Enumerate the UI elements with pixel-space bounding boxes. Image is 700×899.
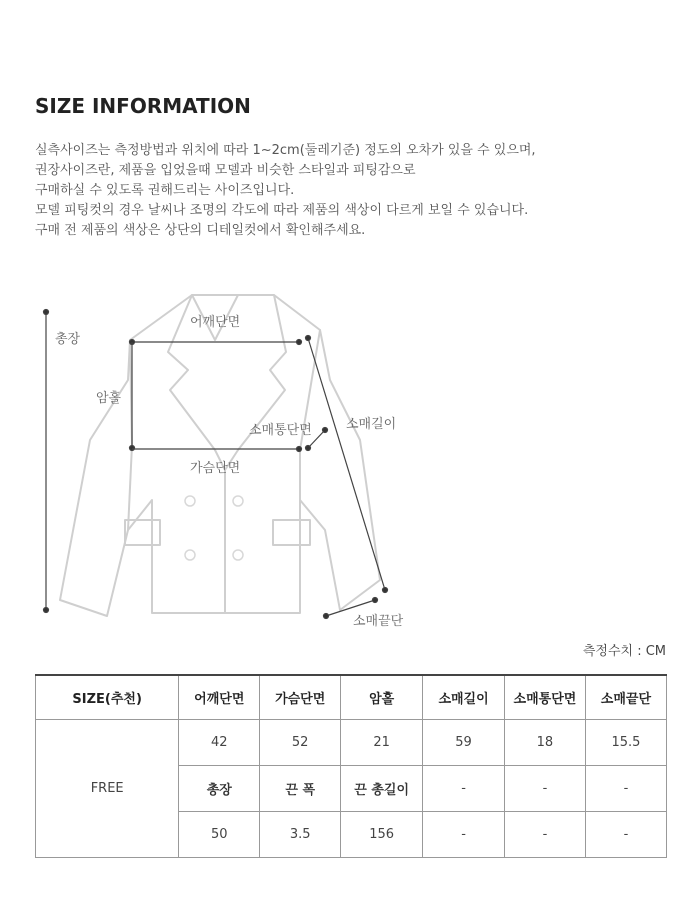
table-cell: 50 (179, 812, 260, 858)
description-line: 모델 피팅컷의 경우 날씨나 조명의 각도에 따라 제품의 색상이 다르게 보일 수 있습니다. (35, 203, 529, 218)
header-sleeve-width: 소매통단면 (504, 675, 585, 720)
table-cell: - (585, 766, 666, 812)
table-cell: - (504, 812, 585, 858)
header-chest: 가슴단면 (260, 675, 341, 720)
description-line: 권장사이즈란, 제품을 입었을때 모델과 비슷한 스타일과 피팅감으로 (35, 163, 416, 178)
label-sleeve-length: 소매길이 (346, 417, 397, 432)
header-size: SIZE(추천) (36, 675, 179, 720)
jacket-illustration (0, 280, 700, 640)
table-cell: - (423, 766, 505, 812)
size-name-cell: FREE (36, 720, 179, 858)
label-chest: 가슴단면 (190, 461, 241, 476)
subheader-total-length: 총장 (179, 766, 260, 812)
unit-note: 측정수치 : CM (582, 644, 666, 659)
label-sleeve-hem: 소매끝단 (353, 614, 404, 629)
page-title: SIZE INFORMATION (35, 94, 251, 118)
header-shoulder: 어깨단면 (179, 675, 260, 720)
table-cell: 52 (260, 720, 341, 766)
subheader-strap-width: 끈 폭 (260, 766, 341, 812)
size-table (35, 674, 667, 858)
table-cell: 59 (423, 720, 505, 766)
table-row (36, 720, 667, 766)
table-cell: 15.5 (585, 720, 666, 766)
table-cell: 21 (341, 720, 423, 766)
jacket-buttons (185, 496, 243, 560)
label-armhole: 암홀 (96, 391, 122, 406)
measurement-diagram (0, 280, 700, 640)
description-line: 실측사이즈는 측정방법과 위치에 따라 1~2cm(둘레기준) 정도의 오차가 있을 수 있으며, (35, 143, 536, 158)
size-description (35, 141, 536, 241)
header-sleeve-hem: 소매끝단 (585, 675, 666, 720)
table-cell: - (504, 766, 585, 812)
label-shoulder: 어깨단면 (190, 315, 241, 330)
table-cell: 42 (179, 720, 260, 766)
table-header-row (36, 675, 667, 720)
header-sleeve-length: 소매길이 (423, 675, 505, 720)
label-sleeve-width: 소매통단면 (249, 423, 312, 438)
table-cell: 156 (341, 812, 423, 858)
subheader-strap-length: 끈 총길이 (341, 766, 423, 812)
table-cell: 18 (504, 720, 585, 766)
table-cell: 3.5 (260, 812, 341, 858)
header-armhole: 암홀 (341, 675, 423, 720)
label-total-length: 총장 (55, 332, 81, 347)
jacket-outline (60, 295, 380, 616)
description-line: 구매 전 제품의 색상은 상단의 디테일컷에서 확인해주세요. (35, 223, 366, 238)
description-line: 구매하실 수 있도록 권해드리는 사이즈입니다. (35, 183, 295, 198)
table-cell: - (423, 812, 505, 858)
table-cell: - (585, 812, 666, 858)
